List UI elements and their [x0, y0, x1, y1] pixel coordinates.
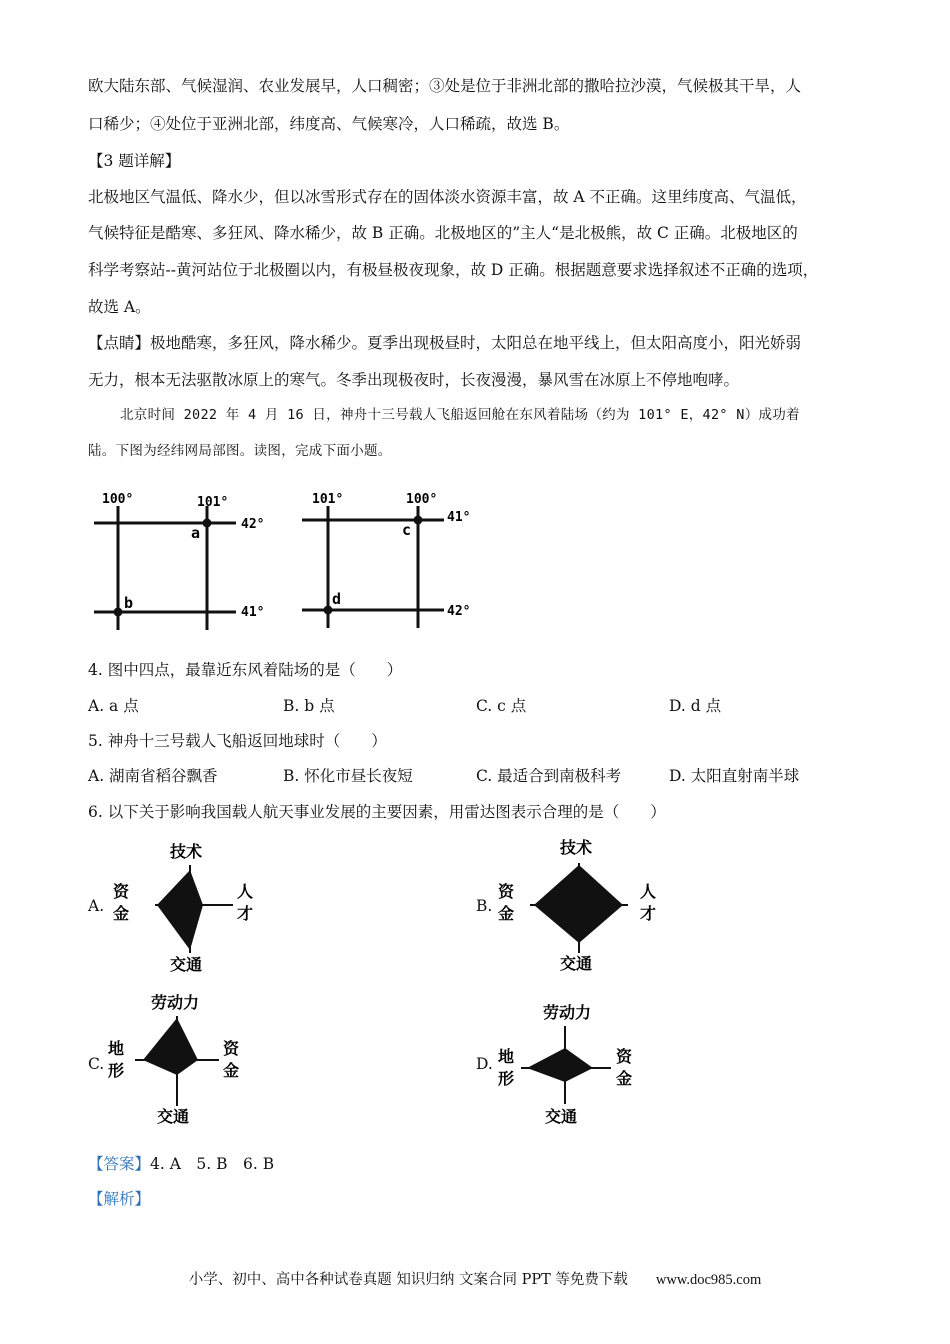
radar-label-left: 形 — [498, 1069, 515, 1088]
analysis-tag: 【解析】 — [88, 1190, 151, 1208]
page-footer — [0, 1268, 950, 1289]
radar-label-bottom: 交通 — [560, 954, 593, 973]
radar-label-left: 资 — [113, 882, 130, 901]
option-4c[interactable]: C. c 点 — [476, 697, 527, 715]
lon-label: 101° — [312, 492, 344, 507]
point-b-label: b — [124, 594, 134, 612]
text-line: 欧大陆东部、气候湿润、农业发展早，人口稠密；③处是位于非洲北部的撒哈拉沙漠，气候极其干旱，人 — [88, 77, 802, 95]
radar-label-right: 人 — [640, 882, 657, 901]
radar-label-left: 形 — [108, 1061, 125, 1080]
option-5d[interactable]: D. 太阳直射南半球 — [669, 767, 800, 785]
radar-label-top: 技术 — [560, 838, 593, 857]
lat-lon-grid-left — [88, 488, 288, 633]
text-line: 北极地区气温低、降水少，但以冰雪形式存在的固体淡水资源丰富，故 A 不正确。这里纬度高、气温低， — [88, 188, 807, 206]
option-5a[interactable]: A. 湖南省稻谷飘香 — [88, 767, 218, 785]
radar-label-left: 地 — [108, 1039, 125, 1058]
radar-label-left: 资 — [498, 882, 515, 901]
text-line: 无力，根本无法驱散冰原上的寒气。冬季出现极夜时，长夜漫漫，暴风雪在冰原上不停地咆哮。 — [88, 371, 740, 389]
point-d-label: d — [332, 590, 342, 608]
radar-label-right: 金 — [223, 1061, 240, 1080]
question-4: 4. 图中四点，最靠近东风着陆场的是（ ） — [88, 661, 403, 679]
lat-label: 41° — [447, 510, 471, 525]
option-4a[interactable]: A. a 点 — [88, 697, 139, 715]
lon-label: 100° — [102, 492, 134, 507]
question-5: 5. 神舟十三号载人飞船返回地球时（ ） — [88, 732, 387, 750]
answer-text: 4. A 5. B 6. B — [150, 1155, 275, 1173]
option-5c[interactable]: C. 最适合到南极科考 — [476, 767, 622, 785]
text-line: 口稀少；④处位于亚洲北部，纬度高、气候寒冷，人口稀疏，故选 B。 — [88, 115, 570, 133]
point-b-dot — [114, 608, 123, 617]
radar-chart-d — [493, 1000, 673, 1130]
radar-label-bottom: 交通 — [170, 955, 203, 974]
lon-label: 100° — [406, 492, 438, 507]
radar-label-right: 金 — [616, 1069, 633, 1088]
radar-label-left: 金 — [113, 904, 130, 923]
answer-tag: 【答案】 — [88, 1155, 151, 1173]
point-c-dot — [414, 516, 423, 525]
radar-label-top: 劳动力 — [543, 1003, 592, 1022]
radar-label-right: 人 — [237, 882, 254, 901]
footer-url[interactable]: www.doc985.com — [655, 1272, 762, 1288]
radar-label-right: 资 — [223, 1039, 240, 1058]
radar-label-top: 劳动力 — [151, 993, 200, 1012]
radar-label-right: 才 — [237, 904, 254, 923]
option-6a[interactable]: A. — [88, 897, 105, 915]
section-heading: 【3 题详解】 — [88, 152, 181, 170]
tip-line: 【点睛】极地酷寒，多狂风，降水稀少。夏季出现极昼时，太阳总在地平线上，但太阳高度小，阳光娇弱 — [88, 334, 802, 352]
text-line: 陆。下图为经纬网局部图。读图，完成下面小题。 — [88, 443, 392, 459]
text-line: 北京时间 2022 年 4 月 16 日，神舟十三号载人飞船返回舱在东风着陆场（约为 101° E，42° N）成功着 — [120, 407, 800, 423]
lat-lon-grid-right — [298, 488, 498, 633]
lon-label: 101° — [197, 495, 229, 510]
option-6c[interactable]: C. — [88, 1055, 105, 1073]
lat-label: 42° — [447, 604, 471, 619]
option-4b[interactable]: B. b 点 — [283, 697, 335, 715]
lat-label: 41° — [241, 605, 265, 620]
text-line: 故选 A。 — [88, 298, 151, 316]
radar-chart-a — [105, 835, 275, 975]
radar-chart-b — [490, 833, 670, 978]
answer-line — [88, 1152, 274, 1174]
option-4d[interactable]: D. d 点 — [669, 697, 722, 715]
footer-text: 小学、初中、高中各种试卷真题 知识归纳 文案合同 PPT 等免费下载 — [188, 1272, 628, 1288]
analysis-line — [88, 1187, 150, 1209]
option-5b[interactable]: B. 怀化市昼长夜短 — [283, 767, 413, 785]
point-a-dot — [203, 519, 212, 528]
point-a-label: a — [191, 524, 201, 542]
option-6b[interactable]: B. — [476, 897, 493, 915]
radar-label-left: 地 — [498, 1047, 515, 1066]
point-c-label: c — [402, 521, 412, 539]
radar-chart-c — [103, 990, 273, 1128]
text-line: 气候特征是酷寒、多狂风、降水稀少，故 B 正确。北极地区的”主人“是北极熊，故 C 正确。北极地区的 — [88, 224, 798, 242]
radar-label-left: 金 — [498, 904, 515, 923]
option-6d[interactable]: D. — [476, 1055, 493, 1073]
text-line: 科学考察站--黄河站位于北极圈以内，有极昼极夜现象，故 D 正确。根据题意要求选择叙述不正确的选项， — [88, 261, 819, 279]
lat-label: 42° — [241, 517, 265, 532]
question-6: 6. 以下关于影响我国载人航天事业发展的主要因素，用雷达图表示合理的是（ ） — [88, 803, 666, 821]
radar-label-right: 才 — [640, 904, 657, 923]
radar-label-right: 资 — [616, 1047, 633, 1066]
radar-label-top: 技术 — [170, 842, 203, 861]
radar-label-bottom: 交通 — [157, 1107, 190, 1126]
radar-label-bottom: 交通 — [545, 1107, 578, 1126]
